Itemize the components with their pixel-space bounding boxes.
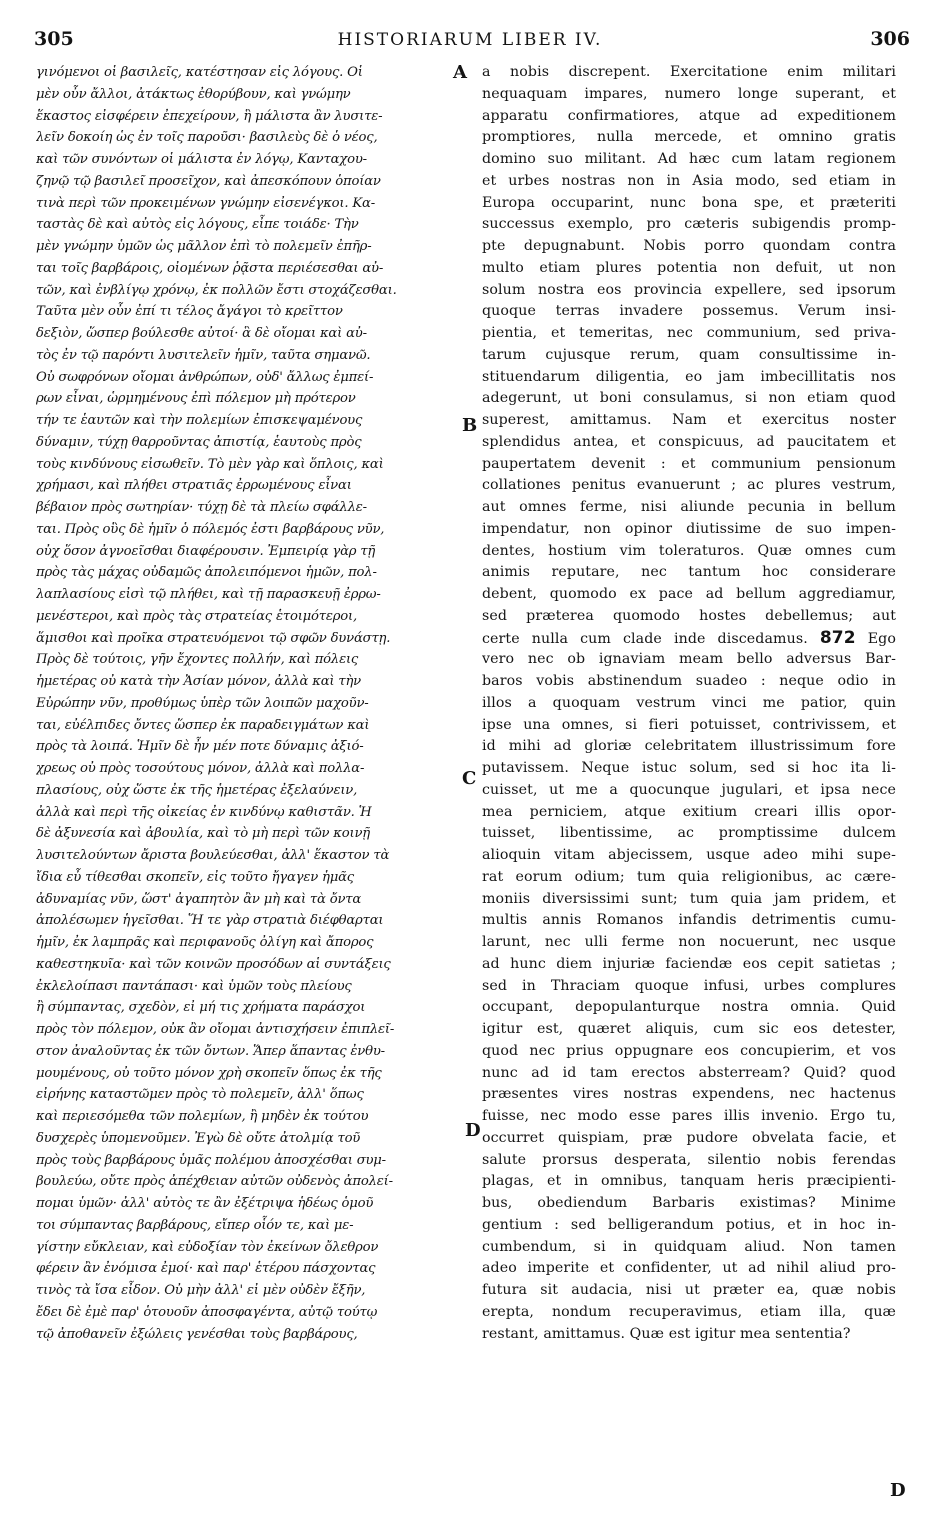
greek-text-line: μενέστεροι, καὶ πρὸς τὰς στρατείας ἑτοιμότεροι, [36,608,357,624]
page-number-right: 306 [870,28,910,50]
section-marker-a: A [453,62,467,83]
greek-text-line: δύναμιν, τύχῃ θαρροῦντας ἀπιστίᾳ, ἑαυτοὺς πρὸς [36,434,362,450]
greek-text-line: μὲν γνώμην ὑμῶν ὡς μᾶλλον ἐπὶ τὸ πολεμεῖν ἐπῆρ- [36,239,372,254]
section-marker-d-right: D [890,1480,906,1501]
greek-text-line: χρεως οὐ πρὸς τοσούτους μόνον, ἀλλὰ καὶ πολλα- [36,761,365,776]
greek-text-line: ται. Πρὸς οὓς δὲ ἡμῖν ὁ πόλεμός ἐστι βαρβάρους νῦν, [36,521,385,537]
latin-text-line: occurret quispiam, præ pudore obvelata facie, et [482,1129,896,1146]
greek-text-line: ἅμισθοι καὶ προῖκα στρατευόμενοι τῷ σφῶν δυνάστῃ. [36,630,391,646]
latin-text-line: occupant, depopulanturque nostra omnia. Quid [482,999,896,1016]
greek-text-line: δεξιὸν, ὥσπερ βούλεσθε αὐτοί· ἃ δὲ οἴομαι καὶ αὐ- [36,326,367,341]
greek-text-line: ἕκαστος εἰσφέρειν ἐπεχείρουν, ἣ μάλιστα ἂν λυσιτε- [36,108,383,124]
latin-text-line: ad hunc diem injuriæ faciendæ eos cepit satietas ; [482,955,896,972]
latin-text-line: splendidus antea, et conspicuus, ad paucitatem et [482,433,896,450]
latin-text-line: tuisset, libentissime, ac promptissime dulcem [482,825,896,842]
latin-text-line: promptiores, nulla mercede, et omnino gratis [482,129,896,146]
greek-text-line: πλασίους, οὐχ ὥστε ἐκ τῆς ἡμετέρας ἐξελαύνειν, [36,782,358,798]
greek-text-line: λεῖν δοκοίη ὡς ἐν τοῖς παροῦσι· βασιλεὺς δὲ ὁ νέος, [36,130,378,146]
latin-text-line: solum nostra eos provincia expellere, sed ipsorum [482,281,896,298]
latin-text-line: cuisset, ut me a quocunque jugulari, et ipsa nece [482,781,896,798]
greek-text-line: πομαι ὑμῶν· ἀλλ' αὐτὸς τε ἂν ἐξέτριψα ἡδέως ὁμοῦ [36,1196,374,1211]
greek-text-line: πρὸς τὰ λοιπά. Ἡμῖν δὲ ἦν μέν ποτε δύναμις ἀξιό- [36,739,364,755]
greek-text-line: ἡμετέρας οὐ κατὰ τὴν Ἀσίαν μόνον, ἀλλὰ καὶ τὴν [36,674,361,689]
latin-text-line: rat eorum odium; tum quia religionibus, ac cære- [482,868,896,885]
greek-text-line: ται τοῖς βαρβάροις, οἰομένων ῥᾷστα περιέσεσθαι αὐ- [36,260,384,276]
latin-text-line: putavissem. Neque istuc solum, sed si hoc ita li- [482,760,896,776]
latin-text-segment: Ego [867,630,896,647]
greek-text-line: τήν τε ἑαυτῶν καὶ τὴν πολεμίων ἐπισκεψαμένους [36,413,363,428]
latin-text-line: præsentes vires nostras expendens, nec hactenus [482,1086,896,1103]
section-marker-d: D [465,1120,481,1141]
greek-text-line: τοι σύμπαντας βαρβάρους, εἴπερ οἷόν τε, καὶ με- [36,1217,354,1233]
greek-text-column [36,62,470,1345]
greek-text-line: χρήμασι, καὶ πλήθει στρατιᾶς ἐρρωμένους εἶναι [36,478,352,494]
greek-text-line: τῶν, καὶ ἐνβλίγῳ χρόνῳ, ἐκ πολλῶν ἔστι στοχάζεσθαι. [36,282,397,298]
latin-text-line: ipse una omnes, si fieri potuisset, contrivissem, et [482,716,896,733]
greek-text-line: μὲν οὖν ἄλλοι, ἀτάκτως ἐθορύβουν, καὶ γνώμην [36,86,351,102]
greek-text-line: βέβαιον πρὸς σωτηρίαν· τύχῃ δὲ τὰ πλείω σφάλλε- [36,500,367,515]
latin-text-line [482,628,896,650]
greek-text-line: οὐχ ὅσον ἀγνοεῖσθαι διαφέρουσιν. Ἐμπειρίᾳ γὰρ τῇ [36,543,376,559]
latin-text-line: cumbendum, si in quidquam aliud. Non tamen [482,1238,896,1255]
latin-text-line: dentes, hostium vim toleraturos. Quæ omnes cum [482,542,896,559]
latin-text-line: domino suo militant. Ad hæc cum latam regionem [482,151,896,167]
greek-text-line: τοὺς κινδύνους εἰσωθεῖν. Τὸ μὲν γὰρ καὶ ὅπλοις, καὶ [36,456,384,472]
greek-text-line: φέρειν ἂν ἐνόμισα ἐμοί· καὶ παρ' ἑτέρου πάσχοντας [36,1261,376,1277]
latin-text-line: debent, quomodo ex pace ad bellum aggrediamur, [482,586,896,602]
greek-text-line: πρὸς τὸν πόλεμον, οὐκ ἂν οἴομαι ἀντισχήσειν ἐπιπλεῖ- [36,1022,395,1037]
latin-text-line: plagas, et in omnibus, tanquam heris præcipienti- [482,1173,896,1190]
greek-text-line: γίστην εὔκλειαν, καὶ εὐδοξίαν τὸν ἐκείνων ὄλεθρον [36,1239,379,1255]
latin-text-line: collationes penitus evanuerunt ; ac plures vestrum, [482,477,896,494]
latin-text-line: alioquin vitam abjecissem, usque adeo mihi supe- [482,847,896,863]
latin-text-line: pte depugnabunt. Nobis porro quondam contra [482,238,896,254]
latin-text-line: superest, amittamus. Nam et exercitus noster [482,412,896,428]
latin-text-line: nunc ad id tam erectos absterream? Quid? quod [482,1064,896,1081]
greek-text-line: ἀδυναμίας νῦν, ὥστ' ἀγαπητὸν ἂν μὴ καὶ τὰ ὄντα [36,891,362,907]
latin-text-line: gentium : sed belligerandum potius, et in hoc in- [482,1216,896,1233]
latin-text-line: fuisse, nec modo esse pares illis invenio. Ergo tu, [482,1108,896,1124]
latin-text-line: mea perniciem, atque exitium creari illis opor- [482,803,896,820]
latin-text-line: illos a quoquam vestrum vinci me patior, quin [482,694,896,711]
running-title: HISTORIARUM LIBER IV. [337,30,603,50]
greek-text-line: τινὰ περὶ τῶν προκειμένων γνώμην εἰσενέγκοι. Κα- [36,195,375,211]
greek-text-line: τὸς ἐν τῷ παρόντι λυσιτελεῖν ἡμῖν, ταῦτα σημανῶ. [36,347,371,363]
latin-text-line: adeo imperite et confidenter, ut ad nihil aliud pro- [482,1260,896,1277]
greek-text-line: Εὐρώπην νῦν, προθύμως ὑπὲρ τῶν λοιπῶν μαχοῦν- [36,695,369,711]
latin-text-line: nequaquam impares, numero longe superant, et [482,85,896,102]
latin-text-segment: certe nulla cum clade inde discedamus. [482,630,808,647]
greek-text-line: πρὸς τὰς μάχας οὐδαμῶς ἀπολειπόμενοι ἡμῶν, πολ- [36,565,377,581]
greek-text-line: λυσιτελούντων ἄριστα βουλεύεσθαι, ἀλλ' ἕκαστον τὰ [36,848,390,863]
greek-text-line: ρων εἶναι, ὡρμημένους ἐπὶ πόλεμον μὴ πρότερον [36,391,356,407]
greek-text-line: ται, εὐέλπιδες ὄντες ὥσπερ ἐκ παραδειγμάτων καὶ [36,717,370,733]
latin-text-line: baros vobis abstinendum suadeo : neque odio in [482,673,896,689]
latin-text-line: sed in Thraciam quoque infusi, urbes complures [482,977,896,994]
latin-text-line: a nobis discrepent. Exercitatione enim militari [482,64,896,80]
latin-text-line: et urbes nostras non in Asia modo, sed etiam in [482,172,896,189]
latin-text-line: aut omnes ferme, nisi aliunde pecunia in bellum [482,499,896,515]
greek-text-line: δὲ ἀξυνεσία καὶ ἀβουλία, καὶ τὸ μὴ περὶ τῶν κοινῇ [36,826,370,842]
greek-text-line: τινὸς τὰ ἴσα εἶδον. Οὐ μὴν ἀλλ' εἰ μὲν οὐδὲν ἔξῆν, [36,1283,366,1298]
greek-text-line: Πρὸς δὲ τούτοις, γῆν ἔχοντες πολλήν, καὶ πόλεις [36,652,359,668]
latin-text-line: futura sit audacia, nisi ut præter ea, quæ nobis [482,1282,896,1298]
latin-text-line: id mihi ad gloriæ celebritatem illustrissimum fore [482,738,896,755]
latin-text-line: multo etiam plures potentia non defuit, ut non [482,259,896,276]
greek-text-line: δυσχερὲς ὑπομενοῦμεν. Ἐγὼ δὲ οὔτε ἀτολμίᾳ τοῦ [36,1130,361,1146]
greek-text-line: ἴδια εὖ τίθεσθαι σκοπεῖν, εἰς τοῦτο ἤγαγεν ἡμᾶς [36,869,354,885]
greek-text-line: γινόμενοι οἱ βασιλεῖς, κατέστησαν εἰς λόγους. Οἱ [36,65,363,80]
page-header [30,28,910,58]
folio-number: 872 [819,627,856,648]
greek-text-line: μουμένους, οὐ τοῦτο μόνον χρὴ σκοπεῖν ὅπως ἐκ τῆς [36,1065,382,1081]
latin-text-line: pientia, et temeritas, nec communium, sed priva- [482,325,896,341]
latin-text-line: apparatu confirmatiores, atque ad expeditionem [482,107,896,124]
greek-text-line: στον ἀναλοῦντας ἐκ τῶν ὄντων. Ἅπερ ἅπαντας ἐνθυ- [36,1043,385,1059]
latin-text-line: successus exemplo, pro cæteris subigendis promp- [482,216,896,233]
latin-text-line: paupertatem devenit : et communium pensionum [482,455,896,472]
greek-text-line: ἔδει δὲ ἐμὲ παρ' ὁτουοῦν ἀποσφαγέντα, αὐτῷ τούτῳ [36,1304,378,1320]
greek-text-line: ζηνῷ τῷ βασιλεῖ προσεῖχον, καὶ ἀπεσκόπουν ὁποίαν [36,173,381,189]
section-marker-b: B [462,415,478,436]
latin-text-line: adegerunt, ut boni consulamus, si non etiam quod [482,390,896,407]
greek-text-line: ἡμῖν, ἐκ λαμπρᾶς καὶ περιφανοῦς ὀλίγη καὶ ἄπορος [36,935,374,950]
latin-text-line: vero nec ob ignaviam meam bello adversus Bar- [482,651,896,668]
latin-text-line: sed præterea quomodo hostes debellemus; aut [482,607,896,624]
greek-text-line: εἰρήνης καταστῶμεν πρὸς τὸ πολεμεῖν, ἀλλ' ὅπως [36,1087,364,1103]
greek-text-line: καθεστηκυῖα· καὶ τῶν κοινῶν προσόδων αἱ συντάξεις [36,956,391,972]
latin-text-line: moniis diversissimi sunt; tum quia jam pridem, et [482,890,896,907]
latin-text-line: salute prorsus desperata, silentio nobis ferendas [482,1151,896,1168]
latin-text-line: Europa occuparint, nunc bona spe, et præteriti [482,194,896,211]
latin-text-line: bus, obediendum Barbaris existimas? Minime [482,1195,896,1211]
greek-text-line: Οὐ σωφρόνων οἴομαι ἀνθρώπων, οὐδ' ἄλλως ἐμπεί- [36,369,374,385]
greek-text-line: βουλεύω, οὔτε πρὸς ἀπέχθειαν αὐτῶν οὐδενὸς ἀπολεί- [36,1174,393,1190]
latin-text-line: stituendarum diligentia, eo jam imbecillitatis nos [482,368,896,385]
latin-text-line: igitur est, quæret aliquis, cum sic eos detester, [482,1021,896,1037]
greek-text-line: πρὸς τοὺς βαρβάρους ὑμᾶς πολέμου ἀποσχέσθαι συμ- [36,1152,386,1168]
greek-text-line: ἀλλὰ καὶ περὶ τῆς οἰκείας ἐν κινδύνῳ καθιστᾶν. Ἡ [36,804,372,820]
latin-text-line: multis annis Romanos infandis detrimentis cumu- [482,912,896,929]
greek-text-line: Ταῦτα μὲν οὖν ἐπί τι τέλος ἄγάγοι τὸ κρεῖττον [36,304,343,320]
greek-text-line: καὶ τῶν συνόντων οἱ μάλιστα ἐν λόγῳ, Κανταχου- [36,152,367,167]
section-marker-c: C [462,768,477,789]
greek-text-line: ἀπολέσωμεν ἡγεῖσθαι. Ἥ τε γὰρ στρατιὰ διέφθαρται [36,913,384,929]
greek-text-line: τῷ ἀποθανεῖν ἐξώλεις γενέσθαι τοὺς βαρβάρους, [36,1326,358,1342]
latin-text-line: larunt, nec ulli ferme non nocuerunt, nec usque [482,934,896,950]
greek-text-line: ἐκλελοίπασι παντάπασι· καὶ ὑμῶν τοὺς πλείους [36,978,352,994]
greek-text-line: καὶ περιεσόμεθα τῶν πολεμίων, ἢ μηδὲν ἐκ τούτου [36,1109,369,1124]
latin-text-line: animis reputare, nec tantum hoc considerare [482,564,896,581]
greek-text-line: ἢ σύμπαντας, σχεδὸν, εἰ μή τις χρήματα παράσχοι [36,1000,366,1016]
latin-text-line: erepta, nondum recuperavimus, etiam illa, quæ [482,1303,896,1320]
latin-text-line: quod nec prius oppugnare eos concupierim, et vos [482,1042,896,1059]
latin-text-line: impendatur, non opinor diutissime de suo impen- [482,520,896,537]
page-number-left: 305 [34,28,74,50]
latin-text-line: restant, amittamus. Quæ est igitur mea sententia? [482,1325,851,1342]
latin-text-line: tarum cujusque rerum, quam consultissime in- [482,346,896,363]
greek-text-line: ταστὰς δὲ καὶ αὐτὸς εἰς λόγους, εἶπε τοιάδε· Τὴν [36,217,359,233]
latin-text-column [482,62,896,1345]
greek-text-line: λαπλασίους εἰσὶ τῷ πλήθει, καὶ τῇ παρασκευῇ ἐρρω- [36,587,381,602]
latin-text-line: quoque terras invadere possemus. Verum insi- [482,303,896,320]
